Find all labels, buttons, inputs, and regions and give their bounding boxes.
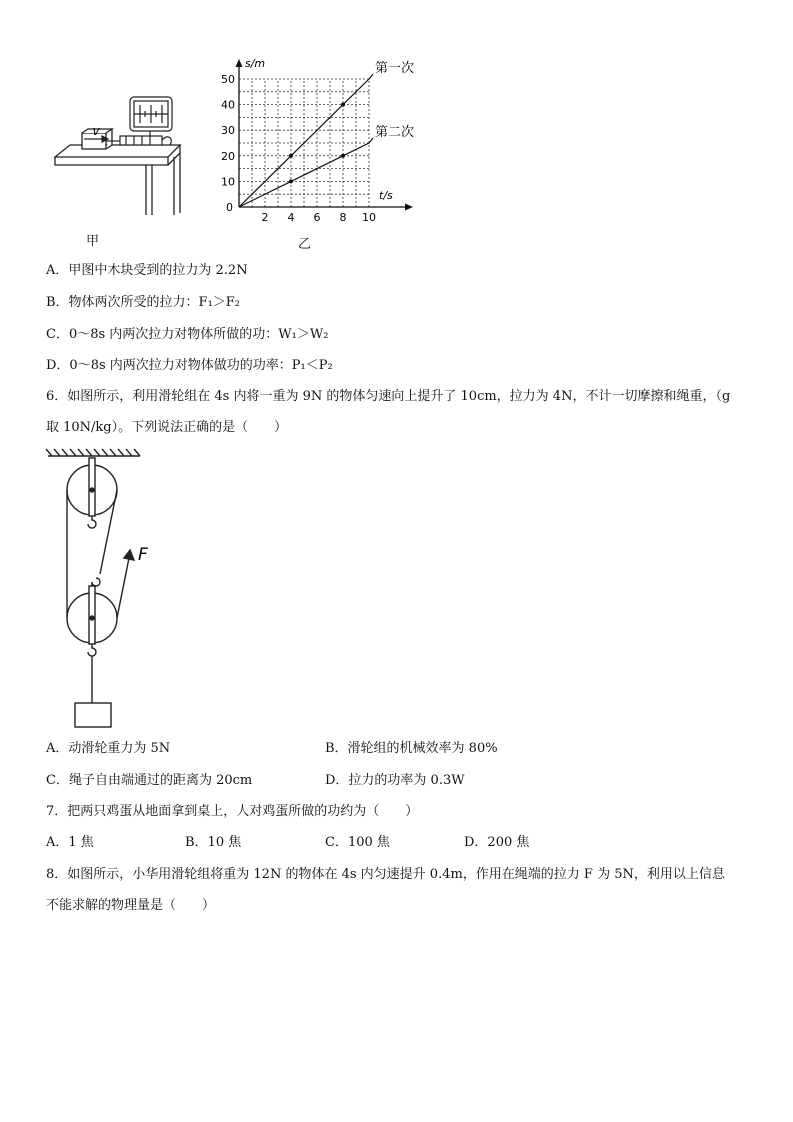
q5-option-b: B．物体两次所受的拉力：F₁＞F₂ [46, 295, 241, 310]
x-axis-arrow [405, 204, 413, 211]
figure-label-right: 乙 [298, 237, 312, 252]
series-line-1 [239, 74, 373, 207]
x-tick-label: 10 [362, 211, 376, 224]
q7-option-a: A．1 焦 [46, 835, 94, 850]
x-axis-label: t/s [379, 189, 393, 202]
figure-label-left: 甲 [86, 234, 100, 249]
q5-option-d: D．0～8s 内两次拉力对物体做功的功率：P₁＜P₂ [46, 358, 333, 373]
q6-option-c: C．绳子自由端通过的距离为 20cm [46, 773, 253, 788]
q7-option-c: C．100 焦 [325, 835, 390, 850]
origin-label: 0 [226, 201, 233, 214]
data-point [341, 154, 345, 158]
force-arrow [124, 550, 134, 560]
q6-option-a: A．动滑轮重力为 5N [46, 741, 171, 756]
series-line-2 [239, 138, 373, 207]
q6-option-b: B．滑轮组的机械效率为 80% [325, 741, 498, 756]
y-tick-label: 10 [221, 175, 235, 189]
velocity-symbol: v [92, 124, 100, 138]
y-axis-label: s/m [245, 57, 266, 70]
q8-stem-line2: 不能求解的物理量是（ ） [46, 898, 216, 913]
q6-stem-line1: 6．如图所示，利用滑轮组在 4s 内将一重为 9N 的物体匀速向上提升了 10cm，拉力为 4N，不计一切摩擦和绳重，（g [46, 389, 731, 404]
x-tick-label: 2 [261, 211, 269, 224]
pulley-figure [40, 448, 170, 733]
y-tick-label: 20 [221, 149, 235, 163]
y-tick-label: 40 [221, 98, 235, 112]
force-label: F [138, 545, 148, 565]
q7-option-d: D．200 焦 [464, 835, 530, 850]
q7-stem: 7．把两只鸡蛋从地面拿到桌上，人对鸡蛋所做的功约为（ ） [46, 804, 419, 819]
q5-option-a: A．甲图中木块受到的拉力为 2.2N [46, 263, 248, 278]
table [55, 145, 180, 215]
q7-option-b: B．10 焦 [185, 835, 242, 850]
series-label-2: 第二次 [375, 125, 415, 140]
x-tick-label: 4 [287, 211, 295, 224]
figure-apparatus [50, 95, 190, 225]
scale-reading-inset [130, 97, 172, 136]
q5-option-c: C．0～8s 内两次拉力对物体所做的功：W₁＞W₂ [46, 327, 329, 342]
data-point [341, 103, 345, 107]
y-axis-arrow [236, 59, 243, 67]
data-point [289, 179, 293, 183]
spring-scale [106, 136, 171, 145]
x-tick-label: 6 [313, 211, 321, 224]
q6-option-d: D．拉力的功率为 0.3W [325, 773, 465, 788]
y-tick-label: 50 [221, 73, 235, 86]
q8-stem-line1: 8．如图所示，小华用滑轮组将重为 12N 的物体在 4s 内匀速提升 0.4m，作用在绳端的拉力 F 为 5N，利用以上信息 [46, 867, 725, 882]
y-tick-label: 30 [221, 124, 235, 138]
q6-stem-line2: 取 10N/kg）。下列说法正确的是（ ） [46, 420, 288, 435]
data-point [289, 154, 293, 158]
x-tick-label: 8 [339, 211, 347, 224]
st-graph [205, 55, 425, 230]
series-label-1: 第一次 [375, 61, 415, 76]
